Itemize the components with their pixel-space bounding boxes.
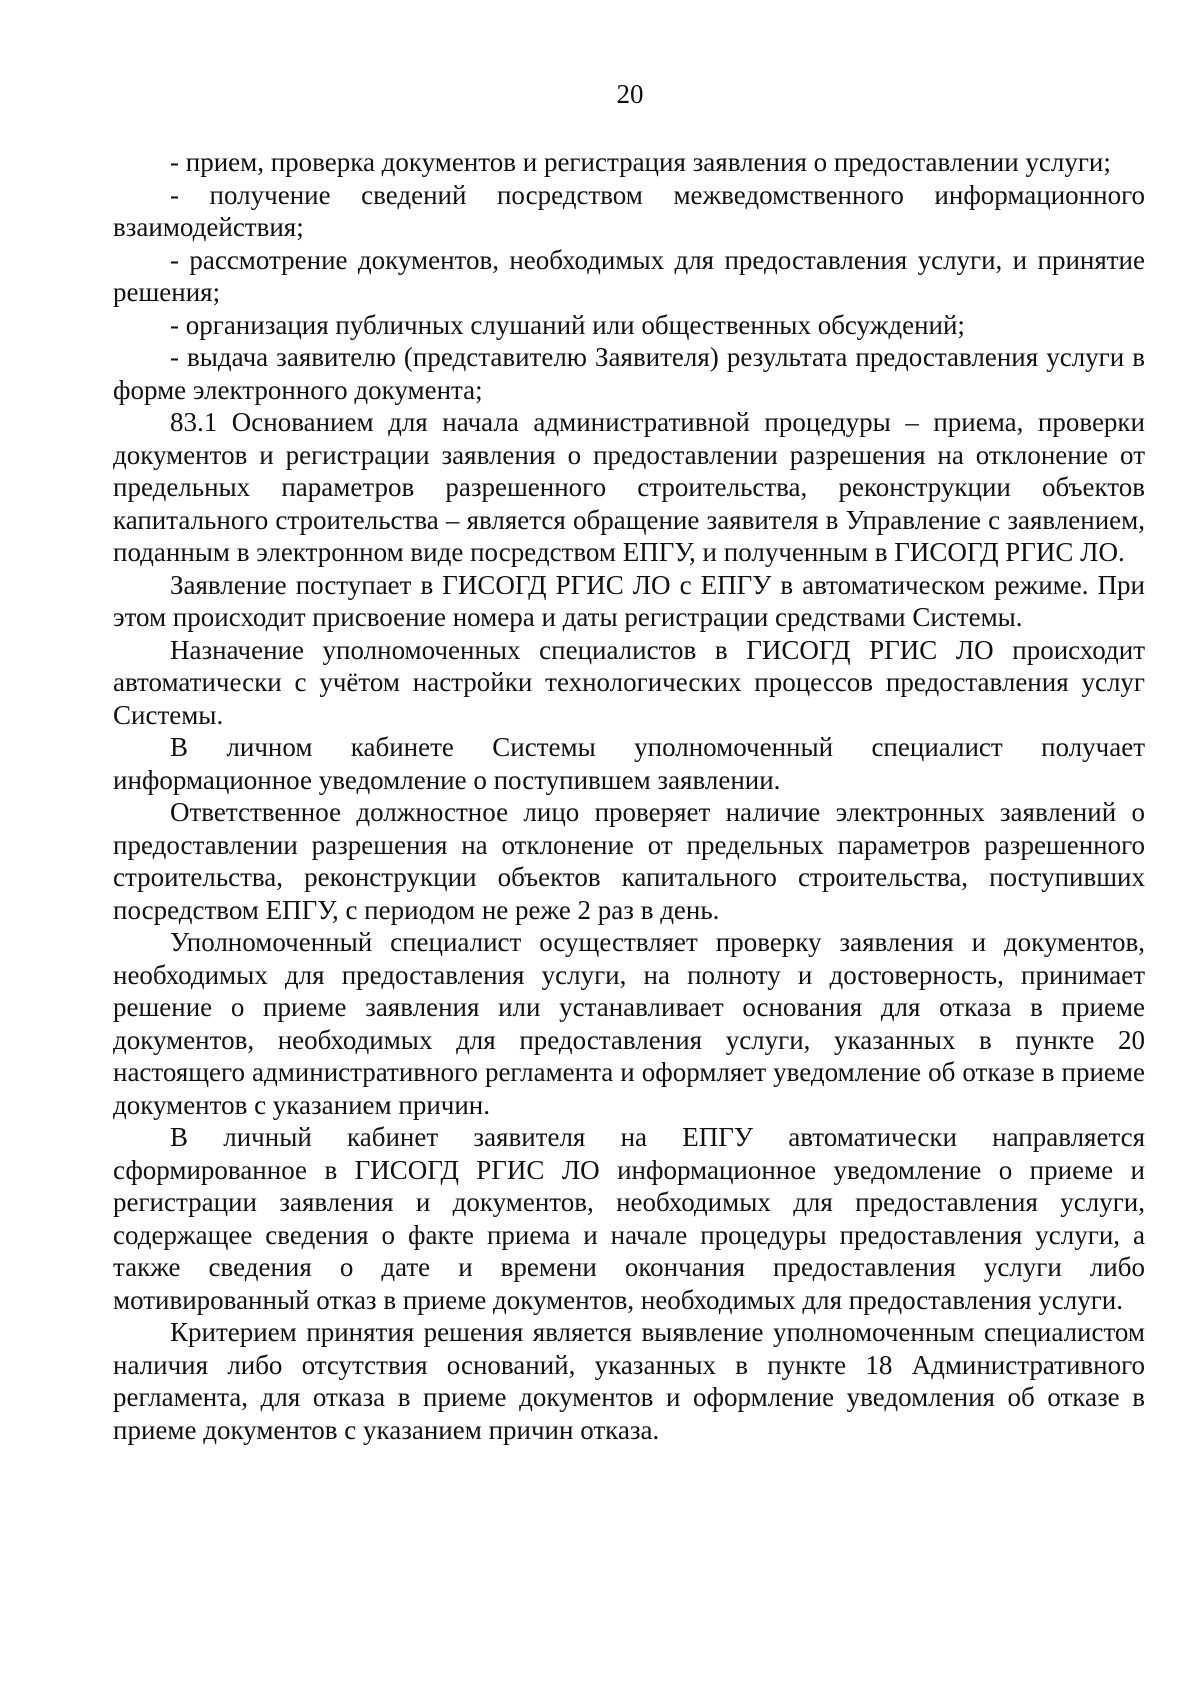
paragraph-13: Критерием принятия решения является выявление уполномоченным специалистом наличия либо отсутствия оснований, указанных в пункте 18 Административного регламента, для отказа в приеме документов и оформление уведомления об отказе в приеме документов с указанием причин отказа.	[113, 1317, 1145, 1445]
paragraph-2: - получение сведений посредством межведомственного информационного взаимодействия;	[113, 179, 1145, 242]
paragraph-12: В личный кабинет заявителя на ЕПГУ автоматически направляется сформированное в ГИСОГД РГИС ЛО информационное уведомление о приеме и регистрации заявления и документов, необходимых для предоставления услуги, содержащее сведения о факте приема и начале процедуры предоставления услуги, а также сведения о дате и времени окончания предоставления услуги либо мотивированный отказ в приеме документов, необходимых для предоставления услуги.	[113, 1122, 1145, 1315]
paragraph-8: Назначение уполномоченных специалистов в ГИСОГД РГИС ЛО происходит автоматически с учётом настройки технологических процессов предоставления услуг Системы.	[113, 634, 1145, 730]
paragraph-4: - организация публичных слушаний или общественных обсуждений;	[170, 309, 965, 340]
paragraph-3: - рассмотрение документов, необходимых для предоставления услуги, и принятие решения;	[113, 244, 1145, 307]
paragraph-10: Ответственное должностное лицо проверяет наличие электронных заявлений о предоставлении разрешения на отклонение от предельных параметров разрешенного строительства, реконструкции объектов капитального строительства, поступивших посредством ЕПГУ, с периодом не реже 2 раз в день.	[113, 797, 1145, 925]
paragraph-6: 83.1 Основанием для начала административной процедуры – приема, проверки документов и регистрации заявления о предоставлении разрешения на отклонение от предельных параметров разрешенного строительства, реконструкции объектов капитального строительства – является обращение заявителя в Управление с заявлением, поданным в электронном виде посредством ЕПГУ, и полученным в ГИСОГД РГИС ЛО.	[113, 407, 1145, 567]
paragraph-7: Заявление поступает в ГИСОГД РГИС ЛО с ЕПГУ в автоматическом режиме. При этом происходит присвоение номера и даты регистрации средствами Системы.	[113, 569, 1145, 632]
document-body	[113, 146, 1145, 1446]
paragraph-5: - выдача заявителю (представителю Заявителя) результата предоставления услуги в форме электронного документа;	[113, 342, 1145, 405]
paragraph-11: Уполномоченный специалист осуществляет проверку заявления и документов, необходимых для предоставления услуги, на полноту и достоверность, принимает решение о приеме заявления или устанавливает основания для отказа в приеме документов, необходимых для предоставления услуги, указанных в пункте 20 настоящего административного регламента и оформляет уведомление об отказе в приеме документов с указанием причин.	[113, 927, 1145, 1120]
page-number: 20	[616, 79, 644, 109]
paragraph-9: В личном кабинете Системы уполномоченный специалист получает информационное уведомление о поступившем заявлении.	[113, 732, 1145, 795]
paragraph-1: - прием, проверка документов и регистрация заявления о предоставлении услуги;	[170, 147, 1111, 177]
